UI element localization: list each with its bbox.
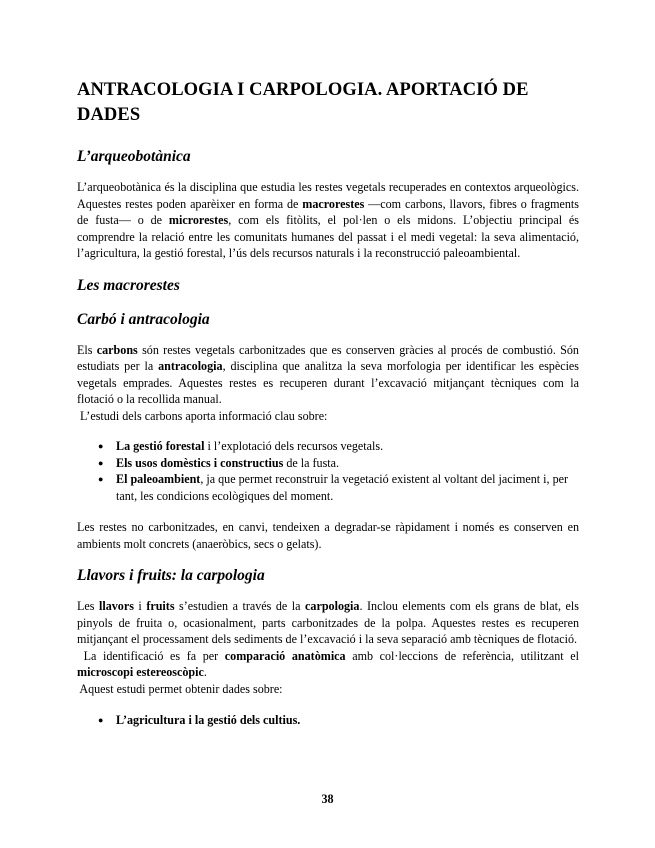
bold-term-llavors: llavors — [98, 599, 134, 613]
list-item-bold: El paleoambient — [116, 472, 201, 486]
text-run: La identificació es fa per — [77, 648, 225, 663]
paragraph-carbons-intro: L’estudi dels carbons aporta informació clau sobre: — [77, 408, 328, 423]
text-run: —com carbons, llavors, fibres o fragments de fusta— o de — [77, 196, 579, 227]
heading-llavors-fruits: Llavors i fruits: la carpologia — [77, 567, 265, 584]
list-item-text: i l’explotació dels recursos vegetals. — [204, 439, 384, 453]
list-carbons — [77, 438, 579, 504]
list-item — [77, 471, 579, 504]
bold-term-antracologia: antracologia — [158, 359, 223, 373]
text-run: , disciplina que analitza la seva morfologia per identificar les espècies vegetals emprades. Aquestes restes es recuperen durant l’excavació mitjançant tècniques com la flotació o la recollida manual. — [77, 359, 580, 406]
paragraph-arqueobotanica — [77, 179, 579, 262]
page-number: 38 — [321, 792, 334, 806]
text-run: amb col·leccions de referència, utilitzant el — [345, 648, 579, 663]
page-title: ANTRACOLOGIA I CARPOLOGIA. APORTACIÓ DE DADES — [77, 80, 529, 125]
text-run: L’arqueobotànica és la disciplina que estudia les restes vegetals recuperades en contextos arqueològics. Aquestes restes poden aparèixer en forma de — [77, 180, 579, 211]
list-item — [77, 455, 579, 472]
text-run: són restes vegetals carbonitzades que es conserven gràcies al procés de combustió. Són estudiats per la — [77, 342, 579, 373]
text-run: Les — [77, 599, 99, 613]
list-carpologia — [77, 712, 579, 729]
list-item-text: , ja que permet reconstruir la vegetació existent al voltant del jaciment i, per tant, les condicions ecològiques del moment. — [116, 472, 569, 503]
bullet-icon: ● — [98, 441, 104, 451]
bold-term-microrestes: microrestes — [168, 213, 229, 227]
text-run: Els — [77, 342, 97, 357]
paragraph-carpologia — [77, 598, 579, 648]
list-item-text: de la fusta. — [283, 455, 340, 470]
bold-term-comparacio-anatomica: comparació anatòmica — [224, 648, 346, 663]
list-item — [77, 712, 579, 729]
text-run: . — [203, 665, 207, 679]
paragraph-carpologia-intro: Aquest estudi permet obtenir dades sobre: — [77, 681, 283, 696]
paragraph-carbons — [77, 342, 579, 408]
bold-term-carbons: carbons — [96, 342, 138, 357]
text-run: i — [133, 599, 147, 613]
bold-term-fruits: fruits — [146, 599, 175, 613]
bold-term-carpologia: carpologia — [305, 599, 360, 613]
list-item — [77, 438, 579, 455]
list-item-bold: Els usos domèstics i constructius — [116, 455, 284, 470]
text-run: . Inclou elements com els grans de blat, els pinyols de fruita o, ocasionalment, parts carbonitzades de la polpa. Aquestes restes es recuperen mitjançant el processament dels sediments de l’excavació i la seva separació amb tècniques de flotació. — [77, 599, 579, 646]
bold-term-macrorestes: macrorestes — [302, 196, 365, 211]
paragraph-identificacio — [77, 648, 579, 681]
page-content — [77, 78, 579, 729]
bullet-icon: ● — [98, 474, 104, 484]
text-run: , com els fitòlits, el pol·len o els midons. L’objectiu principal és comprendre la relació entre les comunitats humanes del passat i el medi vegetal: la seva alimentació, l’agricultura, la gestió forestal, l’ús dels recursos naturals i la reconstrucció paleoambiental. — [77, 213, 580, 260]
heading-arqueobotanica: L’arqueobotànica — [77, 148, 191, 165]
heading-macrorestes: Les macrorestes — [77, 276, 180, 294]
paragraph-restes-no-carbonitzades: Les restes no carbonitzades, en canvi, tendeixen a degradar-se ràpidament i només es conserven en ambients molt concrets (anaeròbics, secs o gelats). — [77, 520, 579, 551]
bold-term-microscopi: microscopi estereoscòpic — [77, 665, 204, 679]
bullet-icon: ● — [98, 715, 104, 725]
text-run: s’estudien a través de la — [174, 599, 306, 613]
list-item-bold: La gestió forestal — [116, 439, 205, 453]
list-item-bold: L’agricultura i la gestió dels cultius. — [116, 713, 301, 727]
bullet-icon: ● — [98, 457, 104, 468]
heading-carbo-antracologia: Carbó i antracologia — [77, 310, 210, 328]
